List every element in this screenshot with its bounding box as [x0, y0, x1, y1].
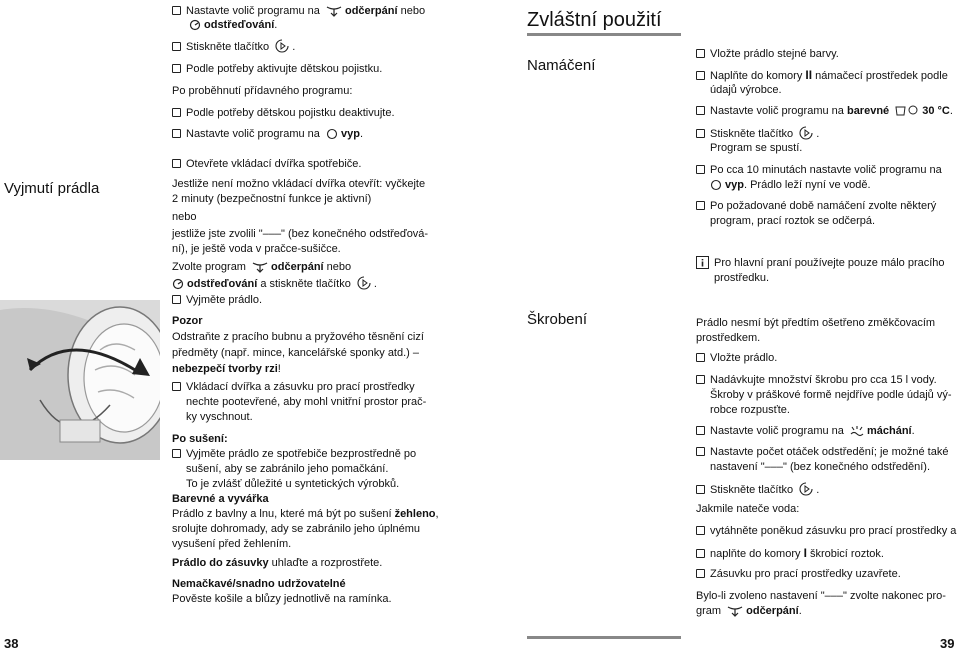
paragraph-line: Pověste košile a blůzy jednotlivě na ramínka.: [172, 593, 392, 605]
list-item: Po požadované době namáčení zvolte některý: [696, 199, 936, 214]
color-title: Barevné a vyvářka: [172, 493, 269, 505]
list-item: Stiskněte tlačítko .: [696, 482, 819, 498]
checkbox-icon: [172, 129, 181, 138]
list-item: Podle potřeby dětskou pojistku deaktivujte.: [172, 106, 395, 121]
checkbox-icon: [172, 108, 181, 117]
checkbox-icon: [696, 49, 705, 58]
paragraph-line: vysušení před žehlením.: [172, 538, 292, 550]
page-number-left: 38: [4, 636, 19, 651]
soak-heading: Namáčení: [527, 57, 596, 74]
list-item: Nadávkujte množství škrobu pro cca 15 l vody.: [696, 373, 937, 388]
paragraph-line: Prádlo nesmí být předtím ošetřeno změkčovacím: [696, 317, 936, 329]
paragraph-line: Prádlo do zásuvky uhlaďte a rozprostřete.: [172, 557, 383, 569]
chamber-one-icon: I: [803, 546, 807, 560]
list-item: Vložte prádlo stejné barvy.: [696, 47, 839, 62]
checkbox-icon: [696, 353, 705, 362]
list-item: Stiskněte tlačítko .: [696, 126, 819, 142]
start-button-icon: [799, 482, 813, 496]
paragraph-line: nebezpečí tvorby rzi!: [172, 363, 281, 375]
off-icon: [710, 179, 722, 191]
checkbox-icon: [696, 165, 705, 174]
page-number-right: 39: [940, 636, 955, 651]
list-item: Vkládací dvířka a zásuvku pro prací prostředky: [172, 380, 415, 395]
paragraph-line: Odstraňte z pracího bubnu a pryžového těsnění cizí: [172, 331, 424, 343]
list-item: Vyjměte prádlo ze spotřebiče bezprostředně po: [172, 447, 416, 462]
paragraph-line: Jakmile nateče voda:: [696, 503, 800, 515]
list-item: Nastavte volič programu na barevné 30 °C.: [696, 104, 953, 119]
list-item: Stiskněte tlačítko .: [172, 39, 295, 55]
start-button-icon: [357, 276, 371, 290]
caution-title: Pozor: [172, 315, 203, 327]
checkbox-icon: [172, 295, 181, 304]
after-dry-title: Po sušení:: [172, 433, 228, 445]
list-item: Nastavte volič programu na vyp.: [172, 127, 363, 142]
list-item: Otevřete vkládací dvířka spotřebiče.: [172, 157, 361, 172]
paragraph-line: ní), je ještě voda v pračce-sušičce.: [172, 243, 341, 255]
footer-rule: [527, 636, 681, 639]
side-heading: Vyjmutí prádla: [4, 180, 100, 197]
paragraph-line: nebo: [172, 211, 197, 223]
paragraph-line: nechte pootevřené, aby mohl vnitřní prostor prač-: [186, 396, 427, 408]
list-item: Nastavte volič programu na máchání.: [696, 424, 915, 439]
noniron-title: Nemačkavé/snadno udržovatelné: [172, 578, 346, 590]
list-item: Naplňte do komory II námačecí prostředek podle: [696, 68, 948, 84]
paragraph-line: gram odčerpání.: [696, 605, 802, 617]
checkbox-icon: [172, 6, 181, 15]
checkbox-icon: [696, 375, 705, 384]
start-button-icon: [275, 39, 289, 53]
paragraph-line: Bylo-li zvoleno nastavení "–––" zvolte nakonec pro-: [696, 590, 946, 602]
list-item-continued: odstřeďování.: [186, 18, 277, 33]
spin-icon: [189, 19, 201, 31]
list-item: Nastavte volič programu na odčerpání nebo: [172, 4, 425, 19]
spin-icon: [172, 278, 184, 290]
paragraph-line: odstřeďování a stiskněte tlačítko .: [172, 276, 377, 292]
list-item: Po cca 10 minutách nastavte volič programu na: [696, 163, 942, 178]
checkbox-icon: [696, 526, 705, 535]
list-item: Vložte prádlo.: [696, 351, 777, 366]
list-item: naplňte do komory I škrobicí roztok.: [696, 546, 884, 562]
pump-out-icon: [252, 261, 268, 273]
paragraph-line: Jestliže není možno vkládací dvířka otevřít: vyčkejte: [172, 178, 426, 190]
start-button-icon: [799, 126, 813, 140]
paragraph-line: Škroby v práškové formě nejdříve podle údajů vý-: [710, 389, 952, 401]
paragraph-line: nastavení "–––" (bez konečného odstředění).: [710, 461, 931, 473]
list-item: Nastavte počet otáček odstředění; je možné také: [696, 445, 948, 460]
list-item: Vyjměte prádlo.: [172, 293, 262, 308]
title-rule: [527, 33, 681, 36]
checkbox-icon: [172, 449, 181, 458]
paragraph-line: vyp. Prádlo leží nyní ve vodě.: [710, 178, 871, 193]
paragraph-line: 2 minuty (bezpečnostní funkce je aktivní): [172, 193, 372, 205]
paragraph-line: Program se spustí.: [710, 142, 803, 154]
pump-out-icon: [326, 5, 342, 17]
checkbox-icon: [696, 426, 705, 435]
paragraph-line: prostředku.: [714, 272, 770, 284]
paragraph-line: Prádlo z bavlny a lnu, které má být po sušení žehleno,: [172, 508, 439, 520]
info-icon: [696, 256, 709, 269]
list-item: vytáhněte poněkud zásuvku pro prací prostředky a: [696, 524, 956, 539]
paragraph-line: robce rozpusťte.: [710, 404, 790, 416]
checkbox-icon: [696, 106, 705, 115]
checkbox-icon: [172, 64, 181, 73]
paragraph: Po proběhnutí přídavného programu:: [172, 85, 353, 97]
paragraph-line: srolujte dohromady, ady se zabránilo jeho úplnému: [172, 523, 421, 535]
paragraph-line: Zvolte program odčerpání nebo: [172, 261, 352, 273]
checkbox-icon: [172, 159, 181, 168]
starch-heading: Škrobení: [527, 311, 588, 328]
list-item: Podle potřeby aktivujte dětskou pojistku.: [172, 62, 382, 77]
list-item: Zásuvku pro prací prostředky uzavřete.: [696, 567, 901, 582]
paragraph-line: prostředkem.: [696, 332, 761, 344]
paragraph-line: To je zvlášť důležité u syntetických výrobků.: [186, 478, 400, 490]
checkbox-icon: [172, 382, 181, 391]
paragraph-line: předměty (např. mince, kancelářské sponky atd.) –: [172, 347, 420, 359]
checkbox-icon: [696, 201, 705, 210]
checkbox-icon: [696, 569, 705, 578]
chamber-two-icon: II: [805, 68, 813, 82]
page-title: Zvláštní použití: [527, 9, 662, 31]
paragraph-line: ky vyschnout.: [186, 411, 253, 423]
info-note: Pro hlavní praní používejte pouze málo pracího: [696, 256, 945, 271]
checkbox-icon: [696, 549, 705, 558]
paragraph-line: jestliže jste zvolili "–––" (bez konečného odstřeďová-: [172, 228, 429, 240]
off-icon: [326, 128, 338, 140]
washing-machine-illustration: [0, 300, 160, 460]
colored-laundry-icon: [895, 104, 919, 117]
paragraph-line: údajů výrobce.: [710, 84, 782, 96]
checkbox-icon: [696, 71, 705, 80]
checkbox-icon: [172, 42, 181, 51]
checkbox-icon: [696, 485, 705, 494]
checkbox-icon: [696, 447, 705, 456]
paragraph-line: sušení, aby se zabránilo jeho pomačkání.: [186, 463, 389, 475]
pump-out-icon: [727, 605, 743, 617]
paragraph-line: program, prací roztok se odčerpá.: [710, 215, 876, 227]
checkbox-icon: [696, 129, 705, 138]
rinse-icon: [850, 425, 864, 437]
